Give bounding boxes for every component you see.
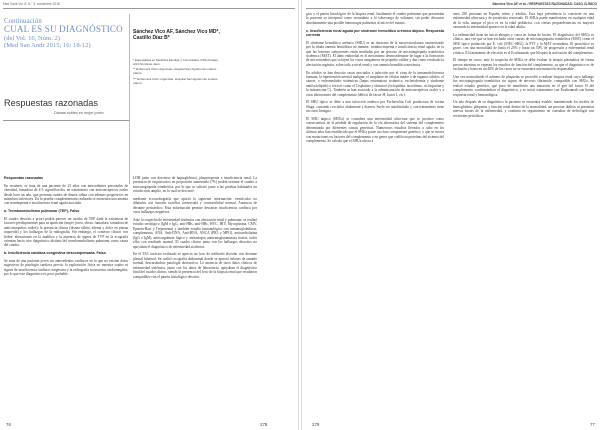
header-divider xyxy=(129,14,130,184)
paragraph: En el TAC torácico realizado se aprecia un foco de infiltrado alveolar con derrame pleural bilateral. Se realizó ecografía abdominal donde se apreció riñones de tamaño normal, descartándose patología obstructiva. La ausencia de otros datos clínicos de enfermedad sistémica, junto con los datos de laboratorio, apoyaban el diagnóstico final del cuadro clínico, siendo la presencia del foco de la biopsia renal que resultaron compatibles con el patrón histológico descrito. xyxy=(133,252,257,279)
affiliation: ** Enfermera UGC Urgencias. Hospital San Agustín de Linares (Jaén). xyxy=(133,67,217,76)
paragraph: El SHU típico se debe a una infección entérica por Escherichia Coli productora de toxina Shiga, cursando con dolor abdominal y diarrea. Suele ser autolimitado y con tratamiento tiene un curso benigno. xyxy=(306,100,444,114)
section-subtitle: Dianas sutiles en mujer joven xyxy=(54,111,104,115)
paragraph: El tiempo en curso, ante la sospecha de SHUa se debe evaluar la terapia plasmática de forma precoz mientras se esperan los estudios de función del complemento, ya que el diagnóstico es de exclusión y hasta en un 40% de los casos no se encuentra una mutación responsable. xyxy=(453,58,594,72)
column-heading: Respuestas razonadas xyxy=(4,176,43,180)
paragraph: LDH junto con descenso de haptoglobina), plaquetopenia e insuficiencia renal. La presencia de esquistocitos en proporción aumentada (7%) podría orientar el cuadro a microangiopatía trombótica, por lo que se solicitó junto a las pruebas habituales un estudio más amplio, en lo cual se descartó: xyxy=(133,176,257,194)
paragraph: Una vez normalizado el número de plaquetas se procedió a realizar biopsia renal cuyo hallazgo fue microangiopatía trombótica sin signos de necrosis fibrinoide, compatible con SHUa. Se realizó estudio genético, que puso de manifiesto una mutación en el gen del factor H del complemento, confirmándose el diagnóstico, y se inició tratamiento con Eculizumab con buena respuesta renal y hematológica. xyxy=(453,75,594,97)
paragraph: La enfermedad tiene un inicio abrupto y cursa en forma de brotes. El diagnóstico del SHUa es clínico, una vez que se han excluido otras causas de microangiopatía trombótica (MAT) como el SHU típico producido por E. coli (STEC-SHU), la PTT y la MAT secundaria. El pronóstico es grave, con una mortalidad de hasta el 25% y hasta un 50% de progresión a enfermedad renal crónica. El tratamiento de elección es el Eculizumab, que bloquea la activación del complemento. xyxy=(453,33,594,55)
paragraph: El SHU atípico (SHUa) se considera una enfermedad ultra-rara que se produce como consecuencia de la pérdida de regulación de la vía alternativa del sistema del complemento determinada por diferentes causas genéticas. Numerosos estudios llevados a cabo en los últimos años han establecido que el SHUa posee un claro componente genético, y que se asocia con mutaciones en factores del complemento o en genes que codifican proteínas del sistema del complemento. Se calcula que el SHUa afecta a xyxy=(306,117,444,144)
continuation-heading: CUAL ES SU DIAGNÓSTICO xyxy=(4,24,123,35)
running-head-left: Med Sanit Vol. 8, N.° 3, noviembre 2015 xyxy=(3,2,60,6)
authors: Sánchez Vico AF, Sánchez Vico MD*, Castillo Díaz B* xyxy=(133,29,220,41)
left-column-1 xyxy=(4,176,128,280)
right-column-2 xyxy=(453,12,594,121)
paragraph: Un año después de su diagnóstico la paciente se encuentra estable, manteniendo los niveles de hemoglobina, plaquetas y función renal dentro de la normalidad, sin precisar diálisis ni presentar nuevos brotes de la enfermedad, y continúa en seguimiento en consultas de nefrología con revisiones periódicas. xyxy=(453,100,594,118)
left-page xyxy=(0,0,299,430)
paragraph: En adultos se han descrito casos asociados a infección por el virus de la inmunodeficiencia humana, la hipertensión arterial maligna, el trasplante de células madre o de órganos sólidos, el cáncer, o enfermedades sistémicas (lupus eritematoso sistémico, esclerodermia y síndrome antifosfolípido) o tóxicos como el Cisplatino y fármacos (ticlopidina, tacrolimus, ciclosporina y la mitomicina C). También se han asociado a la administración de anticonceptivos orales y a otras alteraciones del complemento (déficit de factor H, factor I, etc). xyxy=(306,70,444,97)
left-column-2 xyxy=(133,176,257,282)
affiliation: *** Enfermera UGC Urgencias. Hospital San Agustín de Linares (Jaén). xyxy=(133,76,218,85)
section-rule xyxy=(3,120,129,121)
paragraph: En resumen, se trata de una paciente de 23 años con antecedentes personales de obesidad, fumadora de 4-5 cigarrillos/día, en tratamiento con anticonceptivos orales desde hace un año, que presenta cuadro de disnea súbita con edemas progresivos en miembros inferiores. En la prueba complementaria realizada se encuentra una anemia con trombopenia e insuficiencia renal aguda asociada. xyxy=(4,183,128,206)
right-page xyxy=(301,0,600,430)
affiliation: * Especialista en Medicina Familiar y Comunitaria. DSS Andújar. AGS Nordeste Jaén. xyxy=(133,58,219,66)
option-a-title: a. Tromboembolismo pulmonar (TEP). Falso xyxy=(4,209,80,214)
page-number: 76 xyxy=(6,422,11,427)
header-rule xyxy=(306,8,597,9)
right-column-1 xyxy=(306,12,444,147)
paragraph: mediante ecocardiografía que aportó la siguiente información: ventrículos no dilatados con función sistólica conservada y contractilidad normal. Ausencia de derrame pericárdico. Esta información permite descartar insuficiencia cardíaca por otros hallazgos negativos. xyxy=(133,197,257,215)
continuation-citation: (Med San Andr 2015; 16: 18-12) xyxy=(4,42,91,50)
inner-page-number: 278 xyxy=(260,422,268,427)
affiliations xyxy=(133,59,221,87)
paragraph: Ante la sospecha de enfermedad sistémica con afectación renal y pulmonar, se realizó estudio serológico (IgM e IgG, anti-HBs, anti-HBc, HVC, HIV, Mycoplasma, CMV, Epstein-Barr y Treponema) y también estudio inmunológico con inmunoglobulinas, complemento, ANA, Anti-DNA, Anti-RNA, ANCA (PR3 y MPO), anticardiolipina (IgG e IgM), anticoagulante lúpico y anticuerpos antitransglutaminasa tisular, todos ellos con resultado normal. El cuadro clínico junto con los hallazgos descritos no apoyaban el diagnóstico de enfermedad sistémica. xyxy=(133,218,257,249)
inner-page-number: 279 xyxy=(312,422,320,427)
header-rule xyxy=(3,8,295,9)
option-b-title: b. Insuficiencia cardíaca congestiva descompensada. Falso xyxy=(4,251,106,256)
paragraph: El síndrome hemolítico urémico (SHU) es un trastorno de la microvasculatura caracterizado por la tríada anemia hemolítica no inmune, trombocitopenia e insuficiencia renal aguda, en la que las lesiones subyacentes están mediadas por un proceso de microangiopatía trombótica sistémica (MAT). El daño endotelial es el mecanismo desencadenante de lugar a la formación de microtrombos que ocluyen los vasos sanguíneos de pequeño calibre y dan como resultado la afectación orgánica, sobre todo a nivel renal y con anemia hemolítica mecánica. xyxy=(306,40,444,67)
continuation-block xyxy=(4,17,123,50)
running-head-right: Sánchez Vico AF, et al. / RESPUESTAS RAZONADAS: CASO CLÍNICO xyxy=(492,2,597,6)
paragraph: Se trata de una paciente joven sin antecedentes cardiacos en la que no existen datos sugestivos de patología cardiaca previa; la exploración física no muestra soplos ni signos de insuficiencia cardiaca congestiva y la radiografía no muestra cardiomegalia, por lo que este diagnóstico es poco probable. xyxy=(4,258,128,277)
section-title: Respuestas razonadas xyxy=(4,98,98,108)
page-number: 77 xyxy=(590,422,595,427)
paragraph: unos 250 personas en España, niños y adultos. Esta baja prevalencia lo convierte en una enfermedad ultra-rara y de pronóstico reservado. El SHUa puede manifestarse en cualquier edad de la vida, aunque el pico es en la edad pediátrica, con ciertas preponderancias en mujeres causando la enfermedad aparece en la edad adulta. xyxy=(453,12,594,30)
paragraph: gico y el patrón histológico de la biopsia renal, finalmente el cuadro pulmonar que presentaba la paciente se interpretó como secundario a la sobrecarga de volumen, sin poder descartar absolutamente una posible hemorragia pulmonar al inicio del mismo. xyxy=(306,12,444,25)
option-c-title: c. Insuficiencia renal aguda por síndrome hemolítico urémico atípico. Respuesta correcta xyxy=(306,28,444,37)
paragraph: El cuadro descrito a priori podría parecer un cuadro de TEP dada la existencia de factores predisponentes para su aparición (mujer joven, obesa, fumadora, tomadora de anticonceptivos orales); la presencia clínica (disnea súbita, edema y dolor en pierna izquierda) y los hallazgos de la radiografía. Sin embargo, el contexto clínico con fiebre, alteraciones en la analítica y la ausencia de signos de TVP en la ecografía orientan hacia otro diagnóstico distinto del tromboembolismo pulmonar como causa del cuadro. xyxy=(4,216,128,248)
continuation-label: Continuación xyxy=(4,17,42,25)
continuation-volume: (del Vol. 16, Núm. 2) xyxy=(4,35,60,42)
